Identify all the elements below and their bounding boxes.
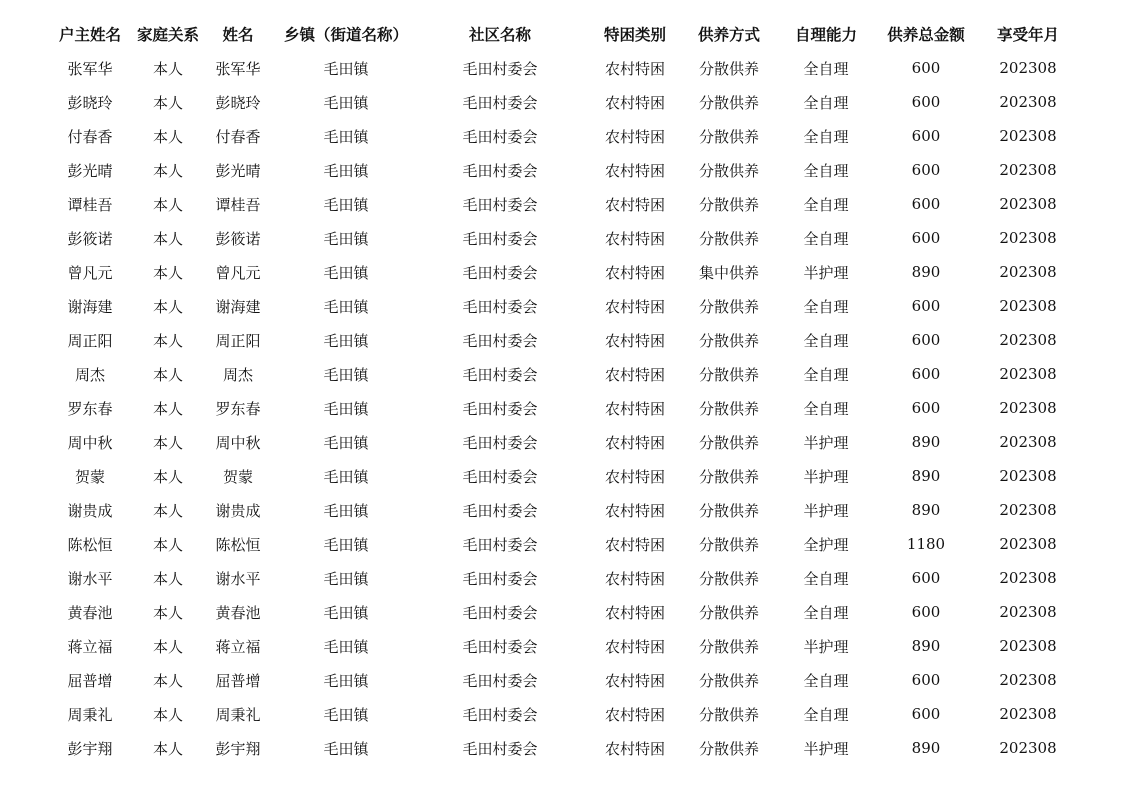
month-cell: 202308 — [999, 705, 1057, 723]
self-care-cell: 全自理 — [803, 671, 849, 690]
table-row — [46, 391, 1086, 425]
header-community: 社区名称 — [468, 26, 531, 44]
self-care-cell: 全自理 — [803, 331, 849, 350]
self-care-cell: 半护理 — [803, 467, 849, 486]
header-self-care: 自理能力 — [794, 26, 857, 44]
name-cell: 谢海建 — [215, 297, 261, 316]
relation-cell: 本人 — [152, 705, 183, 724]
category-cell: 农村特困 — [604, 535, 665, 554]
household-head-cell: 蒋立福 — [67, 637, 113, 656]
header-household-head: 户主姓名 — [58, 26, 121, 44]
category-cell: 农村特困 — [604, 399, 665, 418]
support-mode-cell: 分散供养 — [698, 127, 759, 146]
header-town: 乡镇（街道名称） — [283, 26, 408, 44]
self-care-cell: 半护理 — [803, 637, 849, 656]
amount-cell: 890 — [911, 433, 941, 451]
category-cell: 农村特困 — [604, 569, 665, 588]
community-cell: 毛田村委会 — [462, 671, 538, 690]
category-cell: 农村特困 — [604, 93, 665, 112]
community-cell: 毛田村委会 — [462, 501, 538, 520]
community-cell: 毛田村委会 — [462, 535, 538, 554]
community-cell: 毛田村委会 — [462, 93, 538, 112]
amount-cell: 890 — [911, 263, 941, 281]
name-cell: 陈松恒 — [215, 535, 261, 554]
self-care-cell: 全自理 — [803, 93, 849, 112]
town-cell: 毛田镇 — [323, 297, 369, 316]
header-amount: 供养总金额 — [887, 26, 965, 44]
table-row — [46, 493, 1086, 527]
town-cell: 毛田镇 — [323, 637, 369, 656]
household-head-cell: 彭宇翔 — [67, 739, 113, 758]
category-cell: 农村特困 — [604, 671, 665, 690]
name-cell: 周正阳 — [215, 331, 261, 350]
household-head-cell: 谢贵成 — [67, 501, 113, 520]
category-cell: 农村特困 — [604, 365, 665, 384]
relation-cell: 本人 — [152, 501, 183, 520]
community-cell: 毛田村委会 — [462, 127, 538, 146]
month-cell: 202308 — [999, 535, 1057, 553]
relation-cell: 本人 — [152, 433, 183, 452]
month-cell: 202308 — [999, 331, 1057, 349]
table-row — [46, 527, 1086, 561]
month-cell: 202308 — [999, 161, 1057, 179]
amount-cell: 600 — [911, 331, 941, 349]
household-head-cell: 屈普增 — [67, 671, 113, 690]
amount-cell: 600 — [911, 603, 941, 621]
name-cell: 黄春池 — [215, 603, 261, 622]
month-cell: 202308 — [999, 569, 1057, 587]
relation-cell: 本人 — [152, 365, 183, 384]
household-head-cell: 周秉礼 — [67, 705, 113, 724]
household-head-cell: 张军华 — [67, 59, 113, 78]
relation-cell: 本人 — [152, 467, 183, 486]
table-row — [46, 731, 1086, 765]
name-cell: 彭宇翔 — [215, 739, 261, 758]
household-head-cell: 曾凡元 — [67, 263, 113, 282]
community-cell: 毛田村委会 — [462, 263, 538, 282]
self-care-cell: 全自理 — [803, 399, 849, 418]
month-cell: 202308 — [999, 365, 1057, 383]
support-mode-cell: 分散供养 — [698, 637, 759, 656]
table-row — [46, 221, 1086, 255]
month-cell: 202308 — [999, 603, 1057, 621]
amount-cell: 600 — [911, 59, 941, 77]
support-mode-cell: 分散供养 — [698, 59, 759, 78]
support-mode-cell: 分散供养 — [698, 195, 759, 214]
relation-cell: 本人 — [152, 637, 183, 656]
town-cell: 毛田镇 — [323, 331, 369, 350]
table-body — [46, 51, 1086, 765]
household-head-cell: 谢水平 — [67, 569, 113, 588]
household-head-cell: 罗东春 — [67, 399, 113, 418]
community-cell: 毛田村委会 — [462, 467, 538, 486]
relation-cell: 本人 — [152, 59, 183, 78]
month-cell: 202308 — [999, 637, 1057, 655]
amount-cell: 890 — [911, 467, 941, 485]
month-cell: 202308 — [999, 127, 1057, 145]
amount-cell: 600 — [911, 195, 941, 213]
name-cell: 彭筱诺 — [215, 229, 261, 248]
relation-cell: 本人 — [152, 569, 183, 588]
self-care-cell: 半护理 — [803, 739, 849, 758]
name-cell: 罗东春 — [215, 399, 261, 418]
name-cell: 谢水平 — [215, 569, 261, 588]
household-head-cell: 谢海建 — [67, 297, 113, 316]
relation-cell: 本人 — [152, 603, 183, 622]
document-sheet — [46, 17, 1076, 765]
community-cell: 毛田村委会 — [462, 365, 538, 384]
household-head-cell: 陈松恒 — [67, 535, 113, 554]
relation-cell: 本人 — [152, 671, 183, 690]
table-row — [46, 425, 1086, 459]
month-cell: 202308 — [999, 59, 1057, 77]
category-cell: 农村特困 — [604, 433, 665, 452]
self-care-cell: 半护理 — [803, 263, 849, 282]
table-row — [46, 85, 1086, 119]
support-mode-cell: 分散供养 — [698, 535, 759, 554]
support-mode-cell: 分散供养 — [698, 365, 759, 384]
table-row — [46, 697, 1086, 731]
table-row — [46, 323, 1086, 357]
amount-cell: 890 — [911, 637, 941, 655]
table-header-row — [46, 17, 1086, 51]
town-cell: 毛田镇 — [323, 93, 369, 112]
self-care-cell: 全自理 — [803, 569, 849, 588]
support-mode-cell: 集中供养 — [698, 263, 759, 282]
month-cell: 202308 — [999, 399, 1057, 417]
name-cell: 付春香 — [215, 127, 261, 146]
relation-cell: 本人 — [152, 331, 183, 350]
relief-recipient-table — [46, 17, 1086, 765]
table-row — [46, 663, 1086, 697]
name-cell: 彭光晴 — [215, 161, 261, 180]
household-head-cell: 贺蒙 — [74, 467, 105, 486]
town-cell: 毛田镇 — [323, 467, 369, 486]
town-cell: 毛田镇 — [323, 161, 369, 180]
name-cell: 周杰 — [222, 365, 253, 384]
category-cell: 农村特困 — [604, 127, 665, 146]
category-cell: 农村特困 — [604, 331, 665, 350]
header-name: 姓名 — [222, 26, 254, 44]
category-cell: 农村特困 — [604, 467, 665, 486]
amount-cell: 600 — [911, 297, 941, 315]
support-mode-cell: 分散供养 — [698, 705, 759, 724]
amount-cell: 600 — [911, 127, 941, 145]
town-cell: 毛田镇 — [323, 263, 369, 282]
amount-cell: 600 — [911, 399, 941, 417]
header-month: 享受年月 — [996, 26, 1059, 44]
amount-cell: 890 — [911, 501, 941, 519]
support-mode-cell: 分散供养 — [698, 569, 759, 588]
community-cell: 毛田村委会 — [462, 637, 538, 656]
month-cell: 202308 — [999, 93, 1057, 111]
table-row — [46, 187, 1086, 221]
community-cell: 毛田村委会 — [462, 297, 538, 316]
relation-cell: 本人 — [152, 127, 183, 146]
town-cell: 毛田镇 — [323, 433, 369, 452]
relation-cell: 本人 — [152, 739, 183, 758]
relation-cell: 本人 — [152, 161, 183, 180]
support-mode-cell: 分散供养 — [698, 399, 759, 418]
month-cell: 202308 — [999, 195, 1057, 213]
support-mode-cell: 分散供养 — [698, 433, 759, 452]
category-cell: 农村特困 — [604, 501, 665, 520]
name-cell: 曾凡元 — [215, 263, 261, 282]
self-care-cell: 全自理 — [803, 365, 849, 384]
table-row — [46, 561, 1086, 595]
community-cell: 毛田村委会 — [462, 569, 538, 588]
relation-cell: 本人 — [152, 229, 183, 248]
support-mode-cell: 分散供养 — [698, 331, 759, 350]
household-head-cell: 黄春池 — [67, 603, 113, 622]
town-cell: 毛田镇 — [323, 739, 369, 758]
town-cell: 毛田镇 — [323, 501, 369, 520]
town-cell: 毛田镇 — [323, 229, 369, 248]
household-head-cell: 彭筱诺 — [67, 229, 113, 248]
name-cell: 谭桂吾 — [215, 195, 261, 214]
household-head-cell: 周杰 — [74, 365, 105, 384]
month-cell: 202308 — [999, 263, 1057, 281]
category-cell: 农村特困 — [604, 263, 665, 282]
town-cell: 毛田镇 — [323, 671, 369, 690]
support-mode-cell: 分散供养 — [698, 603, 759, 622]
relation-cell: 本人 — [152, 195, 183, 214]
category-cell: 农村特困 — [604, 603, 665, 622]
amount-cell: 600 — [911, 569, 941, 587]
amount-cell: 600 — [911, 229, 941, 247]
amount-cell: 890 — [911, 739, 941, 757]
household-head-cell: 谭桂吾 — [67, 195, 113, 214]
month-cell: 202308 — [999, 671, 1057, 689]
category-cell: 农村特困 — [604, 705, 665, 724]
household-head-cell: 彭晓玲 — [67, 93, 113, 112]
month-cell: 202308 — [999, 467, 1057, 485]
community-cell: 毛田村委会 — [462, 603, 538, 622]
name-cell: 周秉礼 — [215, 705, 261, 724]
amount-cell: 600 — [911, 705, 941, 723]
month-cell: 202308 — [999, 501, 1057, 519]
name-cell: 周中秋 — [215, 433, 261, 452]
table-row — [46, 119, 1086, 153]
community-cell: 毛田村委会 — [462, 433, 538, 452]
support-mode-cell: 分散供养 — [698, 93, 759, 112]
header-support-mode: 供养方式 — [697, 26, 760, 44]
self-care-cell: 全自理 — [803, 161, 849, 180]
support-mode-cell: 分散供养 — [698, 739, 759, 758]
support-mode-cell: 分散供养 — [698, 161, 759, 180]
category-cell: 农村特困 — [604, 59, 665, 78]
month-cell: 202308 — [999, 739, 1057, 757]
community-cell: 毛田村委会 — [462, 229, 538, 248]
table-row — [46, 153, 1086, 187]
self-care-cell: 全自理 — [803, 195, 849, 214]
table-row — [46, 629, 1086, 663]
community-cell: 毛田村委会 — [462, 331, 538, 350]
household-head-cell: 彭光晴 — [67, 161, 113, 180]
category-cell: 农村特困 — [604, 161, 665, 180]
category-cell: 农村特困 — [604, 637, 665, 656]
relation-cell: 本人 — [152, 263, 183, 282]
community-cell: 毛田村委会 — [462, 59, 538, 78]
town-cell: 毛田镇 — [323, 59, 369, 78]
self-care-cell: 全护理 — [803, 535, 849, 554]
header-category: 特困类别 — [603, 26, 666, 44]
category-cell: 农村特困 — [604, 195, 665, 214]
town-cell: 毛田镇 — [323, 365, 369, 384]
town-cell: 毛田镇 — [323, 569, 369, 588]
self-care-cell: 全自理 — [803, 705, 849, 724]
table-row — [46, 289, 1086, 323]
town-cell: 毛田镇 — [323, 399, 369, 418]
table-row — [46, 595, 1086, 629]
household-head-cell: 周中秋 — [67, 433, 113, 452]
name-cell: 谢贵成 — [215, 501, 261, 520]
name-cell: 蒋立福 — [215, 637, 261, 656]
town-cell: 毛田镇 — [323, 705, 369, 724]
self-care-cell: 全自理 — [803, 127, 849, 146]
community-cell: 毛田村委会 — [462, 739, 538, 758]
self-care-cell: 全自理 — [803, 59, 849, 78]
amount-cell: 600 — [911, 671, 941, 689]
relation-cell: 本人 — [152, 399, 183, 418]
header-family-relation: 家庭关系 — [136, 26, 199, 44]
town-cell: 毛田镇 — [323, 195, 369, 214]
household-head-cell: 周正阳 — [67, 331, 113, 350]
support-mode-cell: 分散供养 — [698, 467, 759, 486]
amount-cell: 600 — [911, 365, 941, 383]
table-row — [46, 357, 1086, 391]
town-cell: 毛田镇 — [323, 535, 369, 554]
community-cell: 毛田村委会 — [462, 195, 538, 214]
name-cell: 彭晓玲 — [215, 93, 261, 112]
household-head-cell: 付春香 — [67, 127, 113, 146]
name-cell: 屈普增 — [215, 671, 261, 690]
month-cell: 202308 — [999, 433, 1057, 451]
category-cell: 农村特困 — [604, 297, 665, 316]
town-cell: 毛田镇 — [323, 603, 369, 622]
category-cell: 农村特困 — [604, 739, 665, 758]
town-cell: 毛田镇 — [323, 127, 369, 146]
name-cell: 贺蒙 — [222, 467, 253, 486]
community-cell: 毛田村委会 — [462, 399, 538, 418]
self-care-cell: 半护理 — [803, 433, 849, 452]
support-mode-cell: 分散供养 — [698, 297, 759, 316]
self-care-cell: 全自理 — [803, 229, 849, 248]
category-cell: 农村特困 — [604, 229, 665, 248]
amount-cell: 1180 — [906, 535, 946, 553]
support-mode-cell: 分散供养 — [698, 671, 759, 690]
community-cell: 毛田村委会 — [462, 705, 538, 724]
month-cell: 202308 — [999, 229, 1057, 247]
amount-cell: 600 — [911, 161, 941, 179]
relation-cell: 本人 — [152, 297, 183, 316]
amount-cell: 600 — [911, 93, 941, 111]
self-care-cell: 全自理 — [803, 603, 849, 622]
month-cell: 202308 — [999, 297, 1057, 315]
support-mode-cell: 分散供养 — [698, 229, 759, 248]
community-cell: 毛田村委会 — [462, 161, 538, 180]
table-row — [46, 255, 1086, 289]
relation-cell: 本人 — [152, 535, 183, 554]
name-cell: 张军华 — [215, 59, 261, 78]
table-row — [46, 51, 1086, 85]
table-row — [46, 459, 1086, 493]
self-care-cell: 全自理 — [803, 297, 849, 316]
relation-cell: 本人 — [152, 93, 183, 112]
self-care-cell: 半护理 — [803, 501, 849, 520]
support-mode-cell: 分散供养 — [698, 501, 759, 520]
